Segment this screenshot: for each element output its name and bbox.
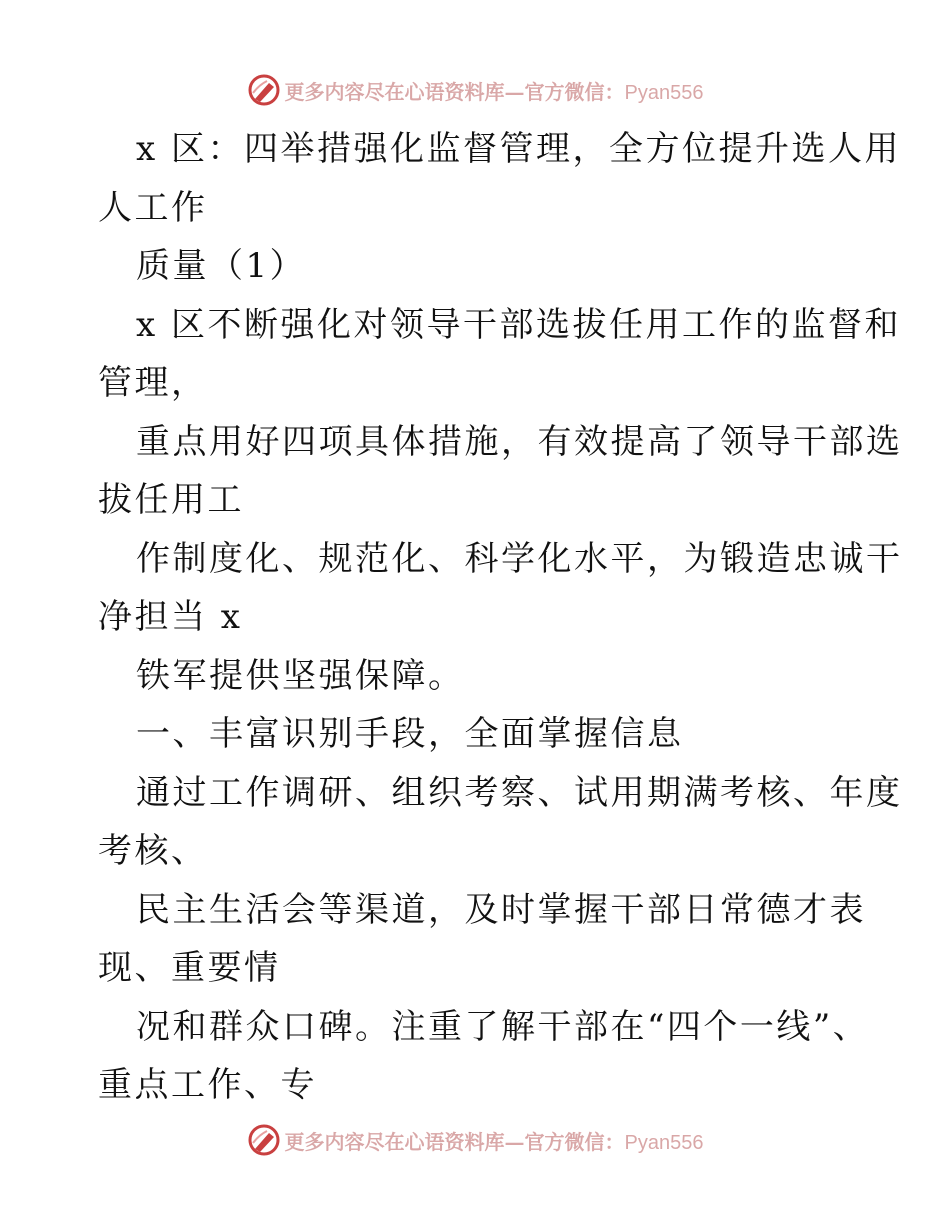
- pen-nib-seal-icon: [247, 73, 281, 107]
- document-line: 一、丰富识别手段，全面掌握信息: [136, 714, 684, 754]
- document-line: 通过工作调研、组织考察、试用期满考核、年度: [136, 772, 903, 813]
- document-line: 铁军提供坚强保障。: [136, 655, 465, 696]
- document-line: 净担当 x: [98, 597, 243, 637]
- header-watermark: [0, 70, 950, 110]
- pen-nib-seal-icon: [247, 1123, 281, 1157]
- document-line: 况和群众口碑。注重了解干部在“四个一线”、: [136, 1006, 870, 1047]
- watermark-text-cn: 更多内容尽在心语资料库—官方微信：: [284, 79, 625, 104]
- document-line: 人工作: [98, 187, 208, 228]
- document-line: 重点工作、专: [98, 1065, 317, 1105]
- document-line: 拔任用工: [98, 480, 244, 520]
- document-line: 作制度化、规范化、科学化水平，为锻造忠诚干: [136, 538, 903, 579]
- watermark-text: [285, 1126, 704, 1155]
- document-body: [98, 120, 903, 1115]
- watermark-wechat-id: Pyan556: [624, 1131, 704, 1154]
- document-line: 质量（1）: [136, 246, 307, 286]
- watermark-wechat-id: Pyan556: [624, 81, 704, 104]
- document-line: 民主生活会等渠道，及时掌握干部日常德才表: [136, 889, 866, 930]
- document-line: x 区不断强化对领导干部选拔任用工作的监督和: [136, 304, 901, 345]
- document-line: 重点用好四项具体措施，有效提高了领导干部选: [136, 421, 903, 462]
- footer-watermark: [0, 1120, 950, 1160]
- document-line: 现、重要情: [98, 948, 281, 988]
- watermark-text-cn: 更多内容尽在心语资料库—官方微信：: [284, 1129, 625, 1154]
- watermark-text: [285, 76, 704, 105]
- document-line: 考核、: [98, 831, 208, 871]
- document-line: 管理，: [98, 363, 208, 403]
- document-line: x 区：四举措强化监督管理，全方位提升选人用: [136, 129, 901, 169]
